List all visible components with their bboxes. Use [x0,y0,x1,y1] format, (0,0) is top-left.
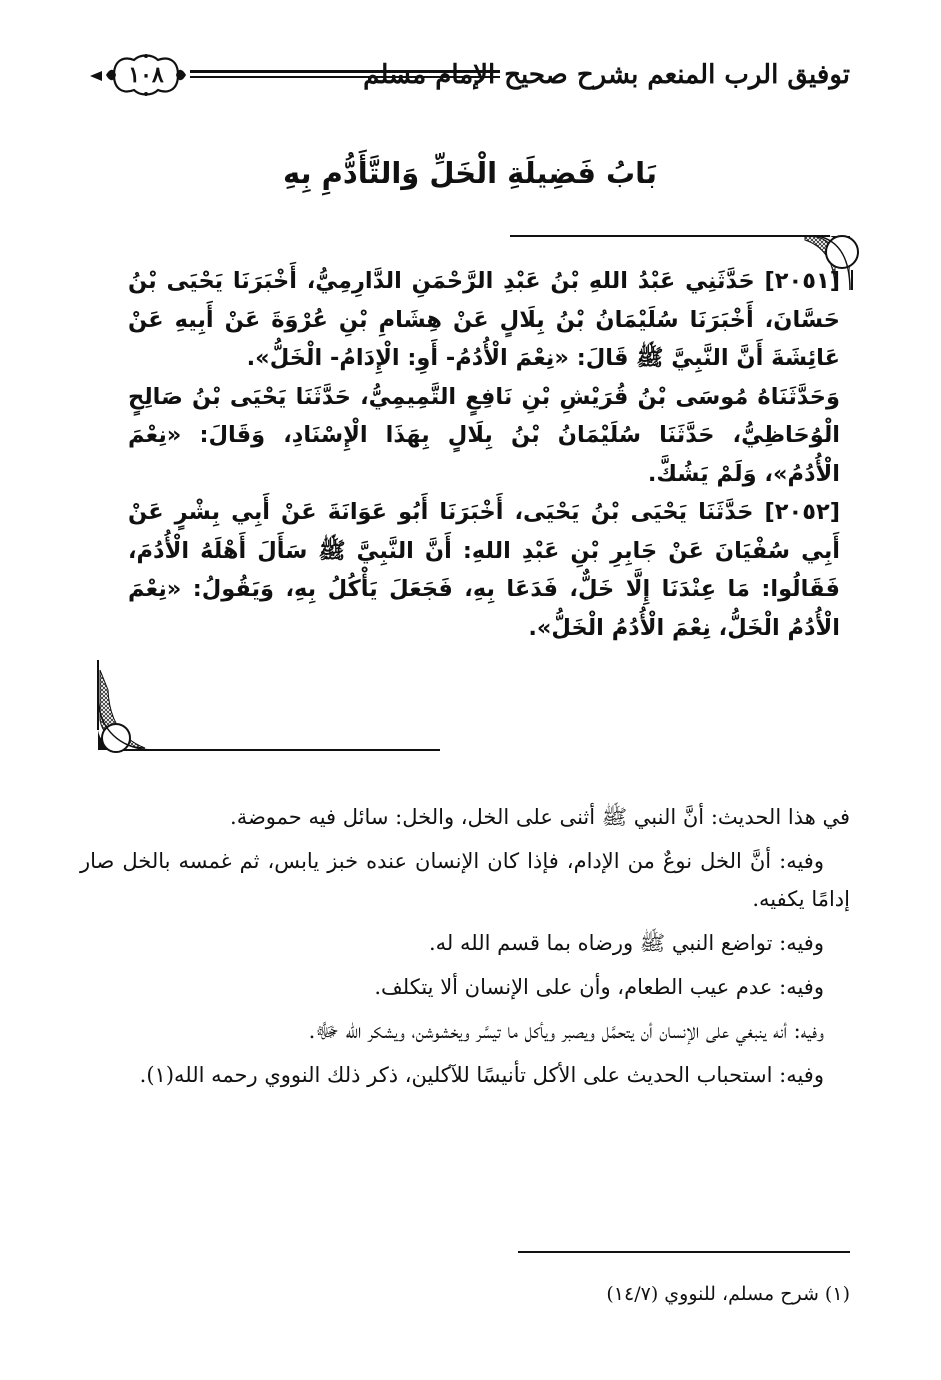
commentary-paragraph: في هذا الحديث: أنَّ النبي ﷺ أثنى على الخل، والخل: سائل فيه حموضة. [230,805,850,829]
page-number: ١٠٨ [128,62,164,88]
commentary-paragraph: وفيه: استحباب الحديث على الأكل تأنيسًا للآكلين، ذكر ذلك النووي رحمه الله(١). [139,1063,824,1087]
commentary-paragraph: وفيه: عدم عيب الطعام، وأن على الإنسان ألا يتكلف. [374,975,824,999]
hadith-paragraph: [٢٠٥٢] حَدَّثَنَا يَحْيَى بْنُ يَحْيَى، أَخْبَرَنَا أَبُو عَوَانَةَ عَنْ أَبِي بِشْرٍ عَنْ أَبِي سُفْيَانَ عَنْ جَابِرِ بْنِ عَبْدِ اللهِ: أَنَّ النَّبِيَّ ﷺ سَأَلَ أَهْلَهُ الْأُدُمَ، فَقَالُوا: مَا عِنْدَنَا إِلَّا خَلٌّ، فَدَعَا بِهِ، فَجَعَلَ يَأْكُلُ بِهِ، وَيَقُولُ: «نِعْمَ الْأُدُمُ الْخَلُّ، نِعْمَ الْأُدُمُ الْخَلُّ». [128,499,840,641]
footnote-divider [518,1251,850,1253]
chapter-title: بَابُ فَضِيلَةِ الْخَلِّ وَالتَّأَدُّمِ بِهِ [283,156,657,190]
hadith-paragraph: وَحَدَّثَنَاهُ مُوسَى بْنُ قُرَيْشِ بْنِ نَافِعٍ التَّمِيمِيُّ، حَدَّثَنَا يَحْيَى بْنُ صَالِحٍ الْوُحَاظِيُّ، حَدَّثَنَا سُلَيْمَانُ بْنُ بِلَالٍ بِهَذَا الْإِسْنَادِ، وَقَالَ: «نِعْمَ الْأُدُمُ»، وَلَمْ يَشُكَّ. [128,383,840,487]
hadith-text-block [128,262,840,647]
hadith-paragraph: [٢٠٥١] حَدَّثَنِي عَبْدُ اللهِ بْنُ عَبْدِ الرَّحْمَنِ الدَّارِمِيُّ، أَخْبَرَنَا يَحْيَى بْنُ حَسَّانَ، أَخْبَرَنَا سُلَيْمَانُ بْنُ بِلَالٍ عَنْ هِشَامِ بْنِ عُرْوَةَ عَنْ أَبِيهِ عَنْ عَائِشَةَ أَنَّ النَّبِيَّ ﷺ قَالَ: «نِعْمَ الْأُدُمُ- أَوِ: الْإِدَامُ- الْخَلُّ». [128,268,840,371]
footnote: (١) شرح مسلم، للنووي (١٤/٧) [606,1283,850,1305]
book-title: توفيق الرب المنعم بشرح صحيح الإمام مسلم [363,60,850,90]
commentary-block [80,798,850,1100]
header-rule-end-icon [90,71,102,81]
commentary-paragraph: وفيه: أنَّ الخل نوعٌ من الإدام، فإذا كان الإنسان عنده خبز يابس، ثم غمسه بالخل صار إدامًا يكفيه. [80,849,850,911]
commentary-paragraph: وفيه: أنه ينبغي على الإنسان أن يتحمَّل ويصبر ويأكل ما تيسَّر ويخشوشن، ويشكر الله ﷻ. [308,1019,824,1043]
page-number-ornament [104,52,188,98]
page-header [90,52,850,102]
commentary-paragraph: وفيه: تواضع النبي ﷺ ورضاه بما قسم الله له. [429,931,824,955]
